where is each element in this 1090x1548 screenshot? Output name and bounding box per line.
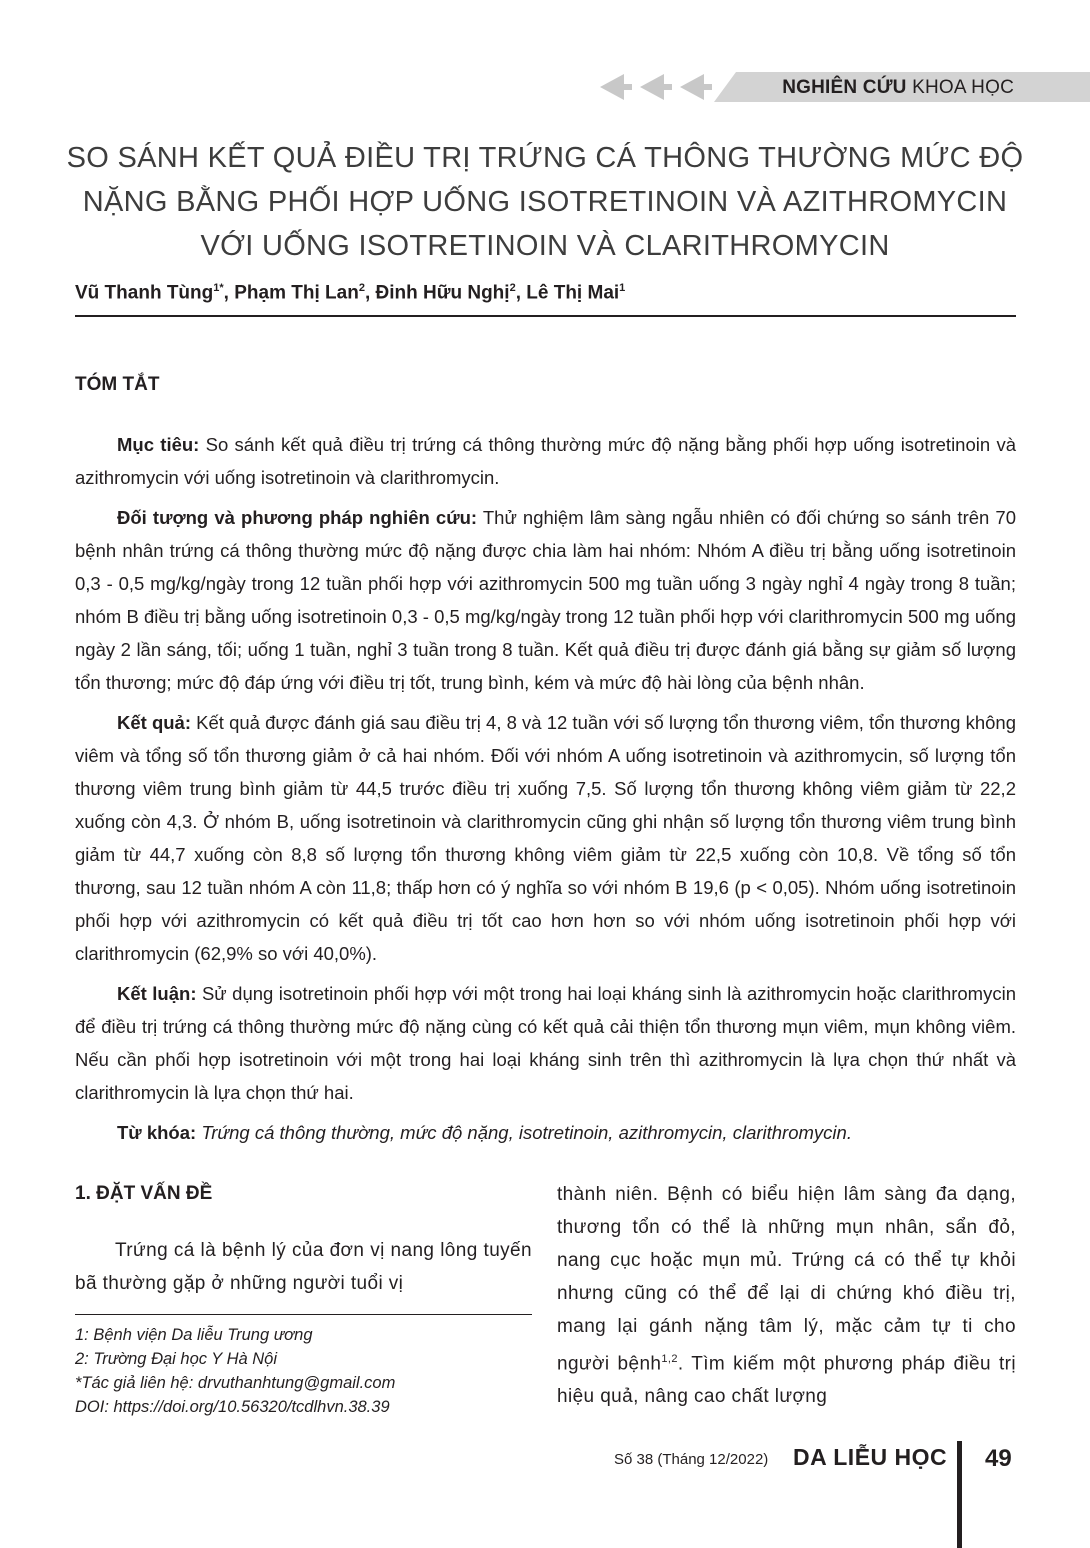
arrow-left-icon [680,74,704,100]
keywords-label: Từ khóa: [117,1122,197,1143]
citation: 1,2 [661,1353,678,1365]
body-text: . Tìm kiếm một phương pháp điều trị hiệu quả, nâng cao chất lượng [557,1353,1016,1408]
section-label-light: KHOA HỌC [912,77,1014,98]
body-right-column [557,1178,1016,1413]
issue-info: Số 38 (Tháng 12/2022) [614,1451,769,1468]
objective-label: Mục tiêu: [117,434,200,455]
keywords-text: Trứng cá thông thường, mức độ nặng, isotretinoin, azithromycin, clarithromycin. [196,1122,852,1143]
section-label [782,77,1014,99]
section-heading: 1. ĐẶT VẤN ĐỀ [75,1183,213,1204]
arrow-left-icon [640,74,664,100]
abstract-conclusion [75,977,1016,1109]
author-name: Đinh Hữu Nghị [375,282,510,304]
footnote: 2: Trường Đại học Y Hà Nội [75,1350,278,1368]
article-title: SO SÁNH KẾT QUẢ ĐIỀU TRỊ TRỨNG CÁ THÔNG THƯỜNG MỨC ĐỘ NẶNG BẰNG PHỐI HỢP UỐNG ISOTRETINOIN VÀ AZITHROMYCIN VỚI UỐNG ISOTRETINOIN VÀ CLARITHROMYCIN [66,142,1024,262]
body-left-column [75,1182,532,1419]
conclusion-label: Kết luận: [117,983,197,1004]
results-label: Kết quả: [117,712,192,733]
abstract-heading: TÓM TẮT [75,374,160,395]
author-name: Lê Thị Mai [526,282,620,304]
author-affiliation: 1* [213,282,224,294]
abstract-objective [75,428,1016,494]
footnote: 1: Bệnh viện Da liễu Trung ương [75,1326,313,1344]
section-label-bold: NGHIÊN CỨU [782,77,907,98]
abstract-methods [75,501,1016,699]
methods-label: Đối tượng và phương pháp nghiên cứu: [117,507,478,528]
abstract-keywords [75,1116,1016,1149]
author-name: Phạm Thị Lan [234,282,359,304]
results-text: Kết quả được đánh giá sau điều trị 4, 8 và 12 tuần với số lượng tổn thương viêm, tổn thương không viêm và tổng số tổn thương giảm ở cả hai nhóm. Đối với nhóm A uống isotretinoin và azithromycin, số lượng tổn thương viêm trung bình giảm từ 44,5 trước điều trị xuống 7,5. Số lượng tổn thương không viêm giảm từ 22,2 xuống còn 4,3. Ở nhóm B, uống isotretinoin và clarithromycin cũng ghi nhận số lượng tổn thương viêm trung bình giảm từ 44,7 xuống còn 8,8 số lượng tổn thương không viêm giảm từ 22,5 xuống còn 10,8. Về tổng số tổn thương, sau 12 tuần nhóm A còn 11,8; thấp hơn có ý nghĩa so với nhóm B 19,6 (p < 0,05). Nhóm uống isotretinoin phối hợp với azithromycin có kết quả điều trị tốt cao hơn hơn so với nhóm uống isotretinoin phối hợp với clarithromycin (62,9% so với 40,0%). [75,712,1017,964]
methods-text: Thử nghiệm lâm sàng ngẫu nhiên có đối chứng so sánh trên 70 bệnh nhân trứng cá thông thường mức độ nặng được chia làm hai nhóm: Nhóm A điều trị bằng uống isotretinoin 0,3 - 0,5 mg/kg/ngày trong 12 tuần phối hợp với azithromycin 500 mg tuần uống 3 ngày nghỉ 4 ngày trong 8 tuần; nhóm B điều trị bằng uống isotretinoin 0,3 - 0,5 mg/kg/ngày trong 12 tuần phối hợp với clarithromycin 500 mg uống ngày 2 lần sáng, tối; uống 1 tuần, nghỉ 3 tuần trong 8 tuần. Kết quả điều trị được đánh giá bằng sự giảm số lượng tổn thương; mức độ đáp ứng với điều trị tốt, trung bình, kém và mức độ hài lòng của bệnh nhân. [75,507,1017,693]
body-paragraph: Trứng cá là bệnh lý của đơn vị nang lông tuyến bã thường gặp ở những người tuổi vị [75,1240,532,1294]
footnote-divider [75,1314,532,1315]
arrow-left-icon [600,74,624,100]
footnote: DOI: https://doi.org/10.56320/tcdlhvn.38.39 [75,1398,390,1416]
author-name: Vũ Thanh Tùng [75,282,214,304]
author-affiliation: 1 [619,282,626,294]
body-text: thành niên. Bệnh có biểu hiện lâm sàng đa dạng, thương tổn có thể là những mụn nhân, sẩn đỏ, nang cục hoặc mụn mủ. Trứng cá có thể tự khỏi nhưng cũng có thể để lại di chứng khó điều trị, mang lại gánh nặng tâm lý, mặc cảm tự ti cho người bệnh [557,1184,1016,1375]
footnote: *Tác giả liên hệ: drvuthanhtung@gmail.com [75,1374,396,1392]
objective-text: So sánh kết quả điều trị trứng cá thông thường mức độ nặng bằng phối hợp uống isotretinoin và azithromycin với uống isotretinoin và clarithromycin. [75,434,1016,488]
author-list: Vũ Thanh Tùng$^{1*}$, Phạm Thị Lan$^2$, Đinh Hữu Nghị$^2$, Lê Thị Mai$^1$ [75,282,626,304]
header-arrows [600,74,718,104]
title-divider [75,315,1016,317]
conclusion-text: Sử dụng isotretinoin phối hợp với một trong hai loại kháng sinh là azithromycin hoặc clarithromycin để điều trị trứng cá thông thường mức độ nặng cùng có kết quả cải thiện tổn thương mụn viêm, mụn không viêm. Nếu cần phối hợp isotretinoin với một trong hai loại kháng sinh trên thì azithromycin là lựa chọn thứ nhất và clarithromycin là lựa chọn thứ hai. [75,983,1016,1103]
abstract-results [75,706,1016,970]
abstract [75,428,1016,1156]
journal-name: DA LIỄU HỌC [793,1444,948,1470]
body-paragraph [557,1178,1016,1413]
footer-bar [957,1441,962,1548]
author-affiliation: 2 [358,282,365,294]
footnotes [75,1323,532,1419]
author-affiliation: 2 [509,282,516,294]
page-number: 49 [985,1445,1012,1472]
